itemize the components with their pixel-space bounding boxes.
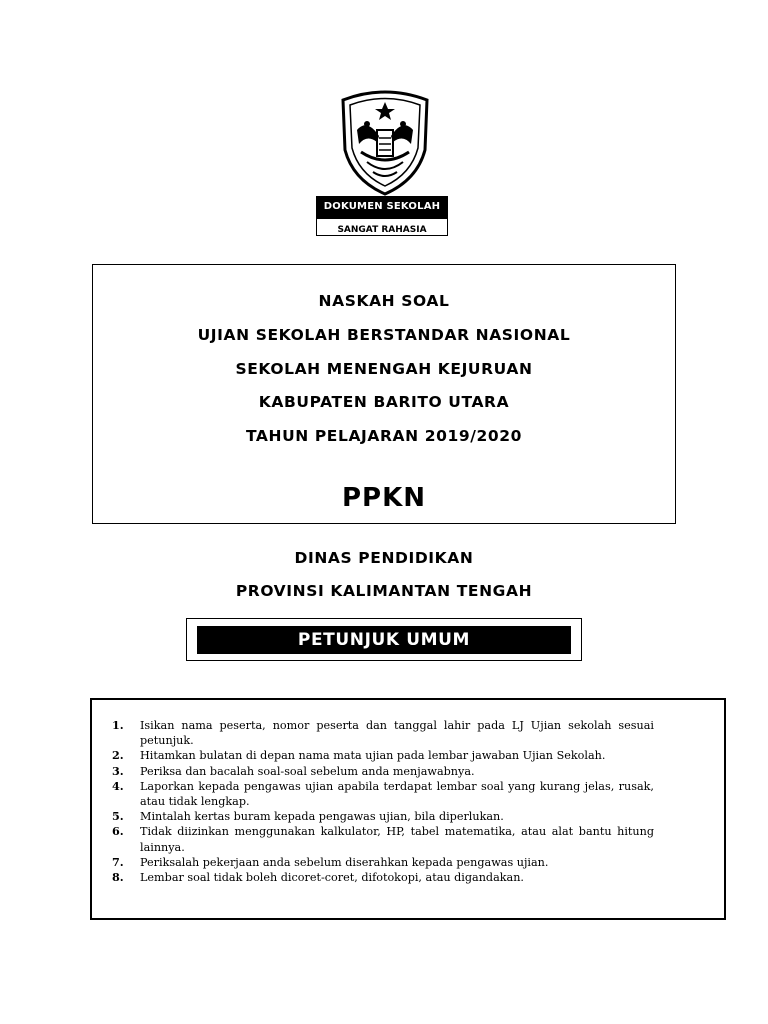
instruction-number: 4. xyxy=(112,778,124,793)
instruction-number: 6. xyxy=(112,824,124,839)
instruction-text: Laporkan kepada pengawas ujian apabila terdapat lembar soal yang kurang jelas, rusak, atau tidak lengkap. xyxy=(140,779,654,809)
instruction-text: Tidak diizinkan menggunakan kalkulator, HP, tabel matematika, atau alat bantu hitung lainnya. xyxy=(140,825,654,854)
instruction-item xyxy=(112,779,654,809)
instruction-number: 3. xyxy=(112,763,124,778)
instruction-number: 1. xyxy=(112,718,124,732)
instruction-item xyxy=(112,855,654,870)
title-line: NASKAH SOAL xyxy=(318,292,450,310)
instruction-item xyxy=(112,764,654,779)
instructions-heading-frame xyxy=(186,618,582,661)
instruction-item xyxy=(112,718,654,748)
title-line: UJIAN SEKOLAH BERSTANDAR NASIONAL xyxy=(197,326,571,344)
badge-subtitle: SANGAT RAHASIA xyxy=(337,225,427,235)
instruction-item xyxy=(112,748,654,763)
department-line: DINAS PENDIDIKAN xyxy=(294,549,474,567)
subject-name: PPKN xyxy=(341,483,427,513)
instruction-text: Periksa dan bacalah soal-soal sebelum anda menjawabnya. xyxy=(140,764,475,778)
department-line: PROVINSI KALIMANTAN TENGAH xyxy=(235,582,533,600)
regency-emblem xyxy=(337,90,433,196)
instruction-text: Lembar soal tidak boleh dicoret-coret, difotokopi, atau digandakan. xyxy=(140,871,524,885)
instructions-box xyxy=(90,698,726,920)
instruction-item xyxy=(112,870,654,885)
instruction-number: 5. xyxy=(112,809,124,824)
instruction-item xyxy=(112,824,654,854)
instructions-heading: PETUNJUK UMUM xyxy=(197,626,571,654)
instruction-text: Hitamkan bulatan di depan nama mata ujian pada lembar jawaban Ujian Sekolah. xyxy=(140,749,606,763)
instruction-text: Periksalah pekerjaan anda sebelum diserahkan kepada pengawas ujian. xyxy=(140,855,549,869)
document-classification-badge xyxy=(316,196,448,236)
title-line: TAHUN PELAJARAN 2019/2020 xyxy=(245,427,523,445)
instruction-number: 7. xyxy=(112,854,124,869)
instruction-text: Isikan nama peserta, nomor peserta dan tanggal lahir pada LJ Ujian sekolah sesuai petunjuk. xyxy=(140,719,654,748)
instruction-number: 8. xyxy=(112,870,124,885)
title-line: SEKOLAH MENENGAH KEJURUAN xyxy=(235,360,533,378)
title-line: KABUPATEN BARITO UTARA xyxy=(258,393,510,411)
instruction-text: Mintalah kertas buram kepada pengawas ujian, bila diperlukan. xyxy=(140,810,504,824)
exam-title-box xyxy=(92,264,676,524)
instruction-item xyxy=(112,809,654,824)
instructions-list xyxy=(112,718,654,885)
badge-title: DOKUMEN SEKOLAH xyxy=(317,197,447,219)
instruction-number: 2. xyxy=(112,748,124,763)
